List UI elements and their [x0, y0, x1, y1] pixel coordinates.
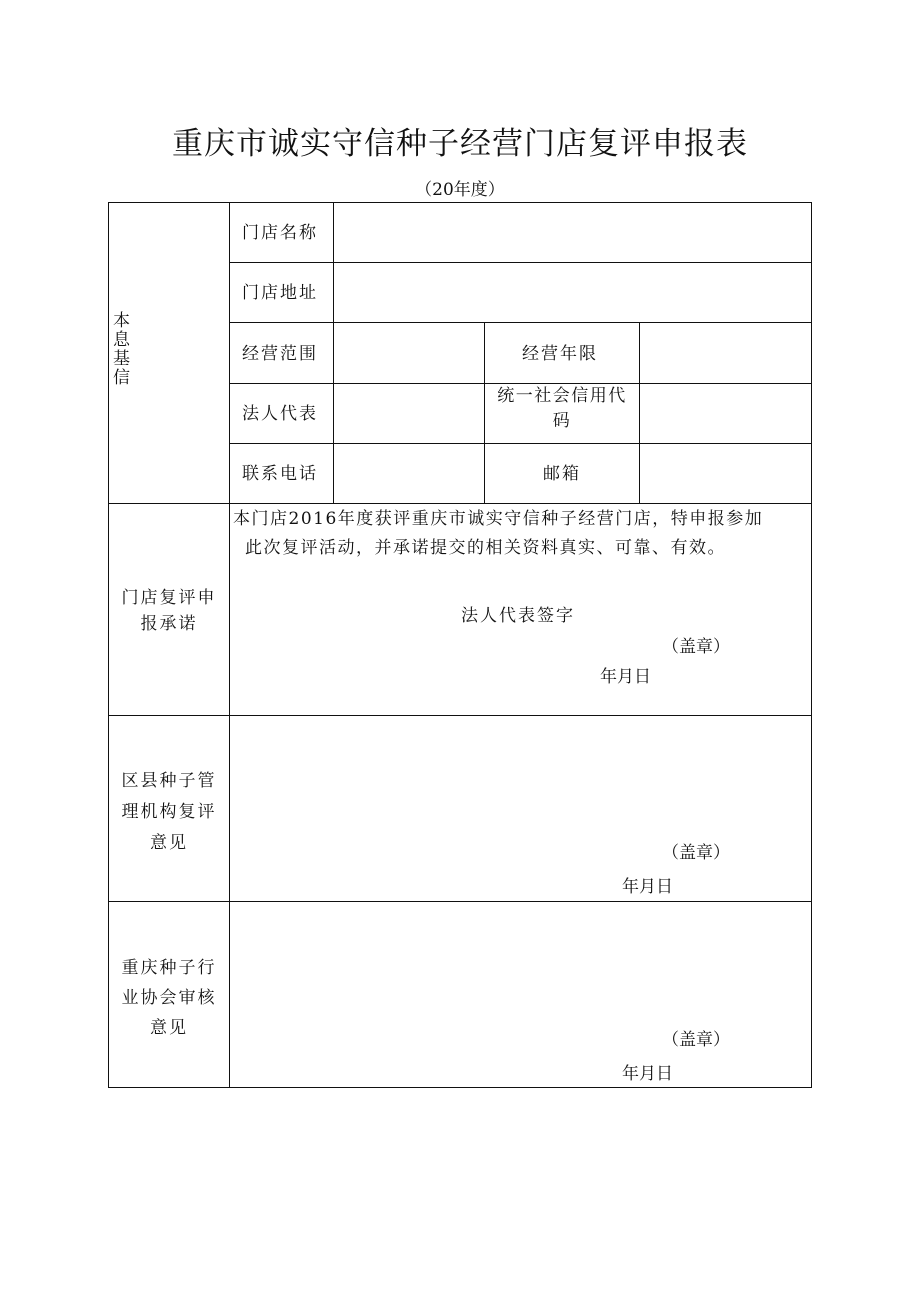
section-label-line: 报承诺 — [140, 614, 198, 634]
store-name-field[interactable] — [335, 204, 810, 261]
commitment-text-line: 本门店2016年度获评重庆市诚实守信种子经营门店，特申报参加 — [233, 509, 764, 529]
section-label-line: 意见 — [150, 833, 188, 853]
mid-column-divider — [484, 322, 485, 504]
phone-field[interactable] — [335, 445, 483, 502]
basic-info-section-label — [113, 312, 135, 388]
business-term-field[interactable] — [641, 324, 810, 382]
row-divider — [229, 262, 812, 263]
store-address-field[interactable] — [335, 264, 810, 321]
section-char: 信 — [113, 368, 130, 388]
store-name-label: 门店名称 — [242, 223, 318, 243]
row-divider — [229, 322, 812, 323]
section-divider — [108, 715, 812, 716]
section-char: 息 — [113, 330, 130, 350]
district-opinion-field[interactable] — [231, 717, 810, 837]
section-char: 基 — [113, 349, 130, 369]
date-label: 年月日 — [600, 667, 651, 687]
signature-label: 法人代表签字 — [461, 606, 575, 626]
seal-label: （盖章） — [662, 843, 730, 863]
section-divider — [108, 901, 812, 902]
phone-label: 联系电话 — [242, 464, 318, 484]
store-address-label: 门店地址 — [242, 283, 318, 303]
legal-rep-label: 法人代表 — [242, 404, 318, 424]
table-left-border — [108, 202, 109, 1088]
section-label-line: 门店复评申 — [121, 588, 217, 608]
association-opinion-section-label — [110, 953, 228, 1043]
district-opinion-section-label — [110, 766, 228, 859]
credit-code-label-line: 统一社会信用代 — [497, 386, 627, 406]
section-label-line: 意见 — [150, 1018, 188, 1038]
commitment-section-label — [110, 585, 228, 637]
table-right-border — [811, 202, 812, 1088]
legal-rep-field[interactable] — [335, 385, 483, 442]
seal-label: （盖章） — [662, 1030, 730, 1050]
section-label-line: 重庆种子行 — [121, 958, 217, 978]
section-divider — [108, 503, 812, 504]
credit-code-label-line: 码 — [552, 411, 572, 431]
credit-code-field[interactable] — [641, 385, 810, 442]
credit-code-label — [486, 384, 638, 434]
business-scope-label: 经营范围 — [242, 344, 318, 364]
business-scope-field[interactable] — [335, 324, 483, 382]
business-term-label: 经营年限 — [522, 344, 598, 364]
commitment-text — [233, 505, 811, 563]
right-column-divider — [639, 322, 640, 504]
section-label-line: 区县种子管 — [121, 771, 217, 791]
email-label: 邮箱 — [543, 464, 581, 484]
label-column-divider — [333, 202, 334, 504]
section-label-line: 理机构复评 — [121, 802, 217, 822]
section-column-divider — [229, 202, 230, 1088]
table-bottom-border — [108, 1087, 812, 1088]
association-opinion-field[interactable] — [231, 903, 810, 1023]
email-field[interactable] — [641, 445, 810, 502]
section-char: 本 — [113, 311, 130, 331]
document-title: 重庆市诚实守信种子经营门店复评申报表 — [172, 126, 748, 162]
seal-label: （盖章） — [662, 637, 730, 657]
row-divider — [229, 443, 812, 444]
section-label-line: 业协会审核 — [121, 988, 217, 1008]
table-top-border — [108, 202, 812, 203]
date-label: 年月日 — [622, 1064, 673, 1084]
commitment-text-line: 此次复评活动，并承诺提交的相关资料真实、可靠、有效。 — [245, 538, 726, 558]
date-label: 年月日 — [622, 877, 673, 897]
year-label: （20年度） — [415, 180, 505, 200]
